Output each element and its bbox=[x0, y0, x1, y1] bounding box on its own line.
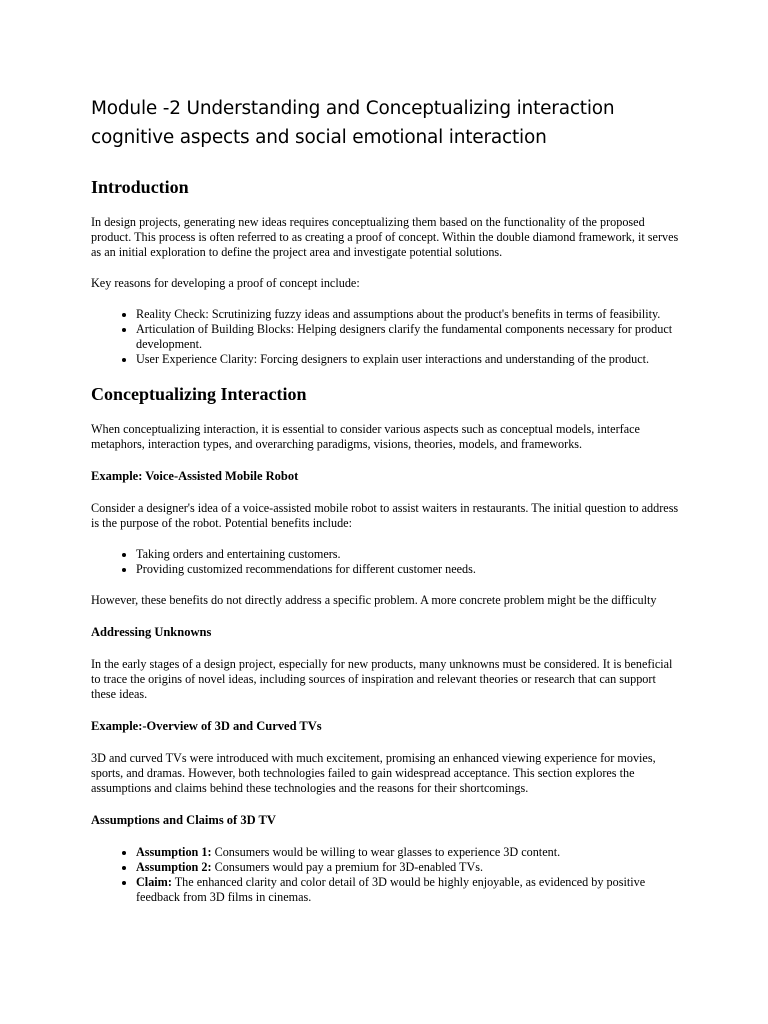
key-reasons-list bbox=[91, 307, 683, 367]
tv-paragraph: 3D and curved TVs were introduced with much excitement, promising an enhanced viewing experience for movies, sports, and dramas. However, both technologies failed to gain widespread acceptance. This section explores the assumptions and claims behind these technologies and the reasons for their shortcomings. bbox=[91, 751, 656, 795]
list-item: • User Experience Clarity: Forcing designers to explain user interactions and understanding of the product. bbox=[136, 352, 683, 367]
robot-problem-paragraph: However, these benefits do not directly address a specific problem. A more concrete problem might be the difficulty bbox=[91, 593, 657, 607]
unknowns-paragraph: In the early stages of a design project, especially for new products, many unknowns must be considered. It is beneficial to trace the origins of novel ideas, including sources of inspiration and relevant theories or research that can support these ideas. bbox=[91, 657, 673, 701]
document-page bbox=[91, 94, 683, 921]
unknowns-heading: Addressing Unknowns bbox=[91, 625, 212, 639]
list-item: • Articulation of Building Blocks: Helping designers clarify the fundamental components necessary for product development. bbox=[136, 322, 683, 352]
list-item bbox=[136, 845, 683, 860]
robot-example-heading: Example: Voice-Assisted Mobile Robot bbox=[91, 469, 299, 483]
tv-example-heading: Example:-Overview of 3D and Curved TVs bbox=[91, 719, 322, 733]
list-item bbox=[136, 875, 683, 905]
list-item: • Reality Check: Scrutinizing fuzzy ideas and assumptions about the product's benefits in terms of feasibility. bbox=[136, 307, 683, 322]
claim-label: Assumption 1: bbox=[136, 845, 212, 859]
list-item bbox=[136, 860, 683, 875]
robot-paragraph: Consider a designer's idea of a voice-assisted mobile robot to assist waiters in restaurants. The initial question to address is the purpose of the robot. Potential benefits include: bbox=[91, 501, 679, 530]
intro-paragraph: In design projects, generating new ideas requires conceptualizing them based on the functionality of the proposed product. This process is often referred to as creating a proof of concept. Within the double diamond framework, it serves as an initial exploration to define the project area and investigate potential solutions. bbox=[91, 215, 679, 259]
list-item: • Taking orders and entertaining customers. bbox=[136, 547, 683, 562]
conceptualizing-heading: Conceptualizing Interaction bbox=[91, 384, 307, 404]
introduction-heading: Introduction bbox=[91, 177, 189, 197]
claim-text: The enhanced clarity and color detail of 3D would be highly enjoyable, as evidenced by positive feedback from 3D films in cinemas. bbox=[136, 875, 646, 904]
robot-benefits-list bbox=[91, 547, 683, 577]
claim-text: Consumers would pay a premium for 3D-enabled TVs. bbox=[211, 860, 484, 874]
key-reasons-paragraph: Key reasons for developing a proof of concept include: bbox=[91, 276, 360, 290]
claims-heading: Assumptions and Claims of 3D TV bbox=[91, 813, 276, 827]
claim-text: Consumers would be willing to wear glasses to experience 3D content. bbox=[211, 845, 561, 859]
claim-label: Assumption 2: bbox=[136, 860, 212, 874]
claims-list bbox=[91, 845, 683, 905]
page-title: Module -2 Understanding and Conceptualizing interaction cognitive aspects and social emotional interaction bbox=[91, 98, 615, 148]
list-item: • Providing customized recommendations for different customer needs. bbox=[136, 562, 683, 577]
claim-label: Claim: bbox=[136, 875, 172, 889]
conceptualizing-paragraph: When conceptualizing interaction, it is essential to consider various aspects such as conceptual models, interface metaphors, interaction types, and overarching paradigms, visions, theories, models, and frameworks. bbox=[91, 422, 640, 451]
